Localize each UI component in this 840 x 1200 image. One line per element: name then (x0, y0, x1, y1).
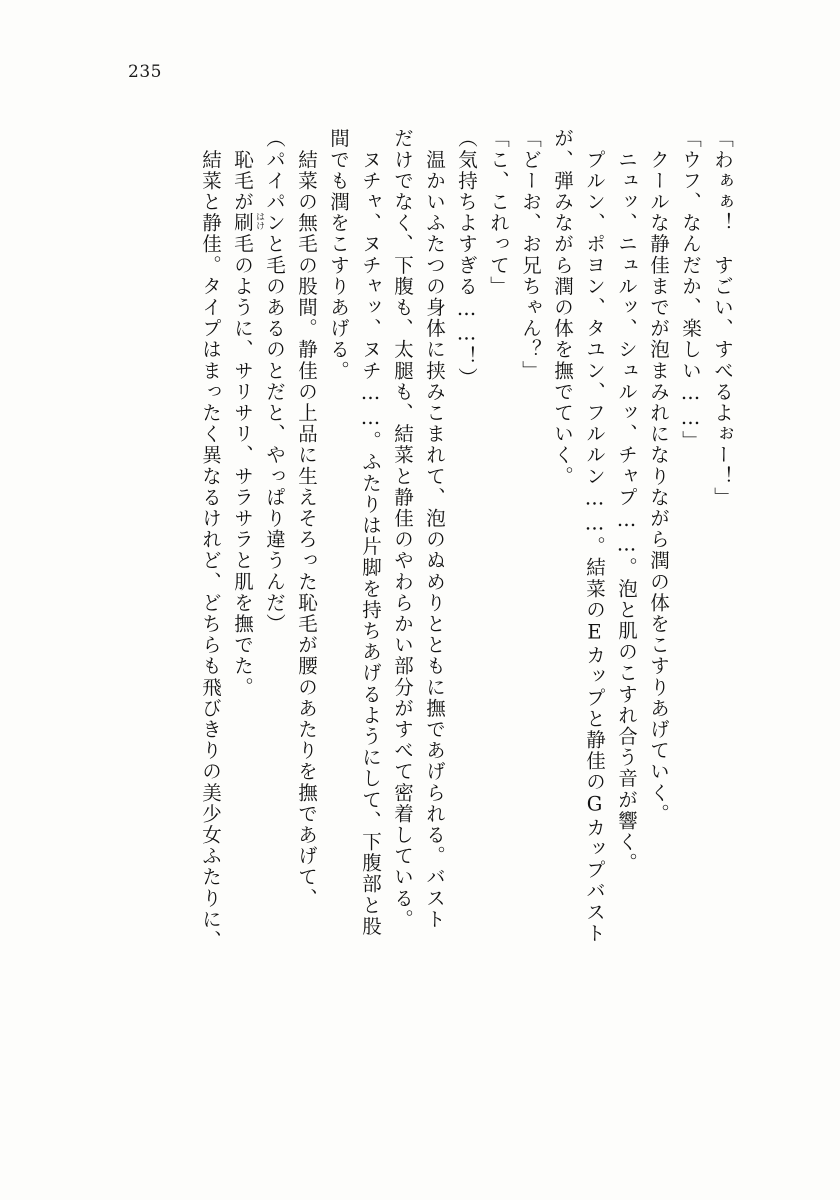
text-line: だけでなく、下腹も、太腿も、結菜と静佳のやわらかい部分がすべて密着している。 (391, 128, 414, 930)
text-line: 「わぁぁ！ すごい、すべるよぉー！」 (711, 128, 734, 508)
text-line: 「どーお、お兄ちゃん？」 (519, 128, 542, 382)
text-line: （気持ちよすぎる……！） (455, 128, 478, 389)
page-number: 235 (128, 62, 162, 82)
text-line: クールな静佳までが泡まみれになりながら潤の体をこすりあげていく。 (647, 128, 670, 825)
text-line: ニュッ、ニュルッ、シュルッ、チャプ……。泡と肌のこすれ合う音が響く。 (615, 128, 638, 874)
text-line: 温かいふたつの身体に挟みこまれて、泡のぬめりとともに撫であげられる。バスト (423, 128, 446, 930)
ruby-base: 刷毛 (231, 212, 254, 255)
text-line: （パイパンと毛のあるのとだと、やっぱり違うんだ） (263, 128, 286, 635)
text-line: が、弾みながら潤の体を撫でていく。 (551, 128, 574, 487)
text-line: ヌチャ、ヌチャッ、ヌチ……。ふたりは片脚を持ちあげるようにして、下腹部と股 (359, 128, 382, 937)
text-line: 恥毛が刷毛 はけ のように、サリサリ、サラサラと肌を撫でた。 (231, 128, 264, 698)
text-line: 結菜の無毛の股間。静佳の上品に生えそろった恥毛が腰のあたりを撫であげて、 (295, 128, 318, 909)
ruby-annotation (231, 212, 264, 255)
text-line: 「ウフ、なんだか、楽しい……」 (679, 128, 702, 452)
text-line: 間でも潤をこすりあげる。 (327, 128, 350, 382)
vertical-text-body (112, 128, 732, 1138)
text-line: プルン、ポヨン、タユン、フルルン……。結菜のEカップと静佳のGカップバスト (583, 128, 606, 944)
text-line: 「こ、これって」 (487, 128, 510, 297)
text-line: 結菜と静佳。タイプはまったく異なるけれど、どちらも飛びきりの美少女ふたりに、 (199, 128, 222, 951)
ruby-text: はけ (254, 212, 264, 231)
